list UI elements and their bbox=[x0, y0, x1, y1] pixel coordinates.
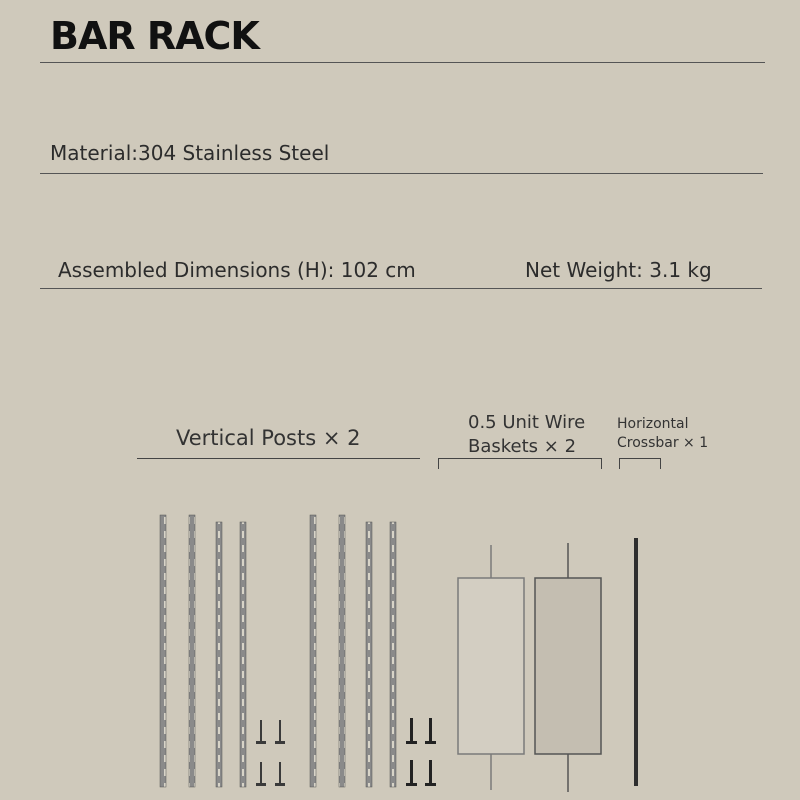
baskets-label-line2: Baskets × 2 bbox=[468, 436, 577, 457]
post bbox=[160, 515, 166, 787]
screws-right bbox=[406, 718, 436, 786]
material-divider bbox=[40, 173, 763, 174]
weight-spec: Net Weight: 3.1 kg bbox=[525, 258, 712, 282]
baskets-label-line1: 0.5 Unit Wire bbox=[468, 412, 586, 433]
wire-basket bbox=[458, 545, 524, 790]
post bbox=[240, 522, 246, 787]
title-divider bbox=[40, 62, 765, 63]
post bbox=[310, 515, 316, 787]
post bbox=[189, 515, 195, 787]
posts-label: Vertical Posts × 2 bbox=[176, 426, 361, 450]
dimensions-divider bbox=[40, 288, 762, 289]
material-spec: Material:304 Stainless Steel bbox=[50, 141, 330, 165]
crossbar-label-line1: Horizontal bbox=[617, 416, 689, 432]
post bbox=[390, 522, 396, 787]
post-group-right bbox=[310, 515, 396, 787]
post bbox=[366, 522, 372, 787]
dimensions-spec: Assembled Dimensions (H): 102 cm bbox=[58, 258, 416, 282]
baskets-bracket bbox=[438, 458, 602, 469]
screws-left bbox=[256, 720, 285, 786]
posts-bracket bbox=[137, 458, 420, 469]
post bbox=[339, 515, 345, 787]
product-title: BAR RACK bbox=[50, 14, 259, 58]
horizontal-crossbar bbox=[634, 538, 638, 786]
wire-basket bbox=[535, 543, 601, 792]
post-group-left bbox=[160, 515, 246, 787]
parts-illustration bbox=[0, 500, 800, 800]
crossbar-bracket bbox=[619, 458, 661, 469]
crossbar-label-line2: Crossbar × 1 bbox=[617, 435, 709, 451]
post bbox=[216, 522, 222, 787]
